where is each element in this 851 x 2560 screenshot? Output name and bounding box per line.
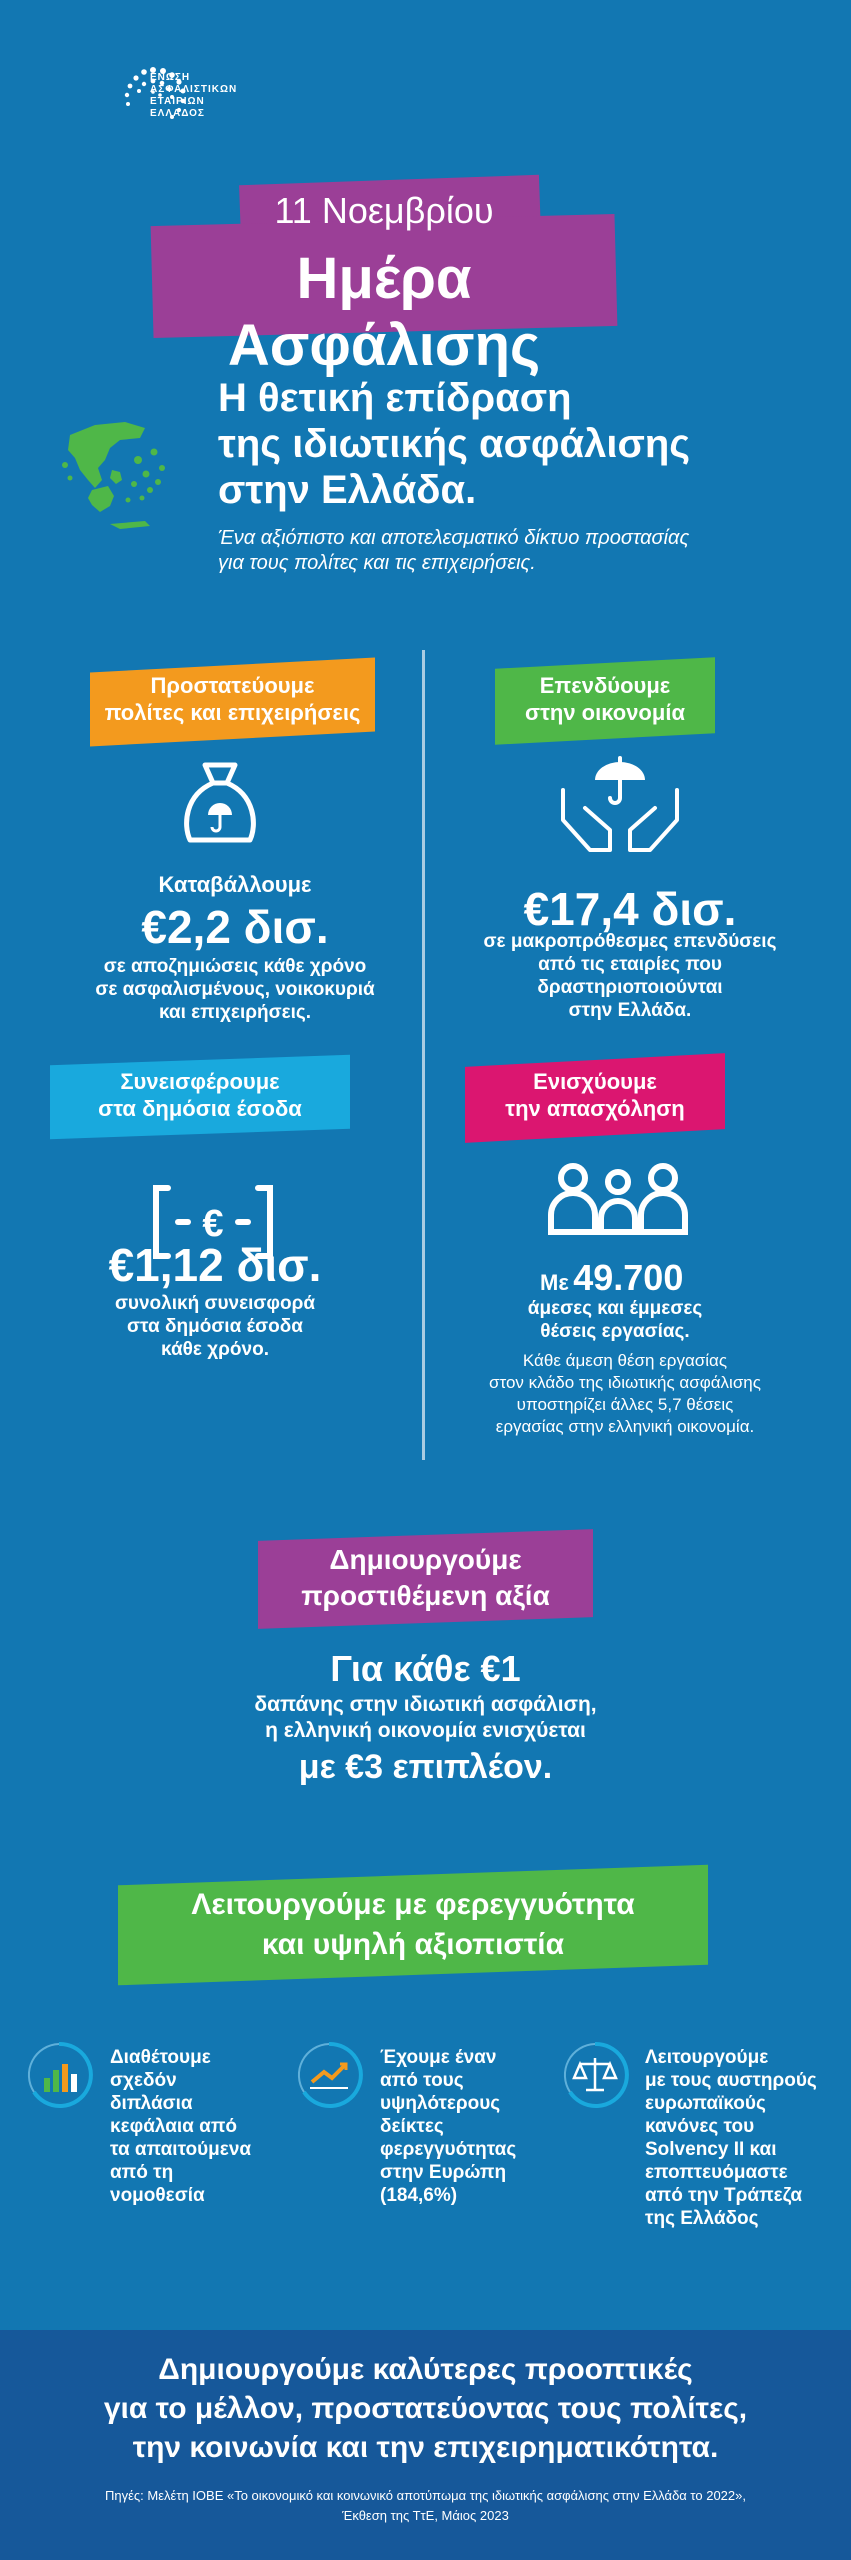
employ-prefix: Με: [540, 1270, 569, 1295]
greece-map-icon: [50, 410, 180, 540]
value-tag: Δημιουργούμε προστιθέμενη αξία: [301, 1544, 550, 1611]
employ-tag: Ενισχύουμε την απασχόληση: [505, 1069, 685, 1121]
protect-tag: Προστατεύουμε πολίτες και επιχειρήσεις: [104, 673, 361, 725]
reliability-item-2: Έχουμε έναν από τους υψηλότερους δείκτες φερεγγυότητας στην Ευρώπη (184,6%): [380, 2047, 517, 2206]
column-divider: [422, 650, 425, 1460]
svg-text:€: €: [202, 1203, 224, 1245]
reliability-item-3: Λειτουργούμε με τους αυστηρούς ευρωπαϊκούς κανόνες του Solvency II και εποπτευόμαστε από την Τράπεζα της Ελλάδος: [645, 2047, 817, 2229]
bar-chart-icon: [24, 2040, 94, 2110]
protect-amount: €2,2 δισ.: [141, 901, 329, 953]
contribute-amount: €1,12 δισ.: [108, 1239, 322, 1291]
reliability-tag: Λειτουργούμε με φερεγγυότητα και υψηλή αξιοπιστία: [191, 1888, 635, 1961]
protect-desc: σε αποζημιώσεις κάθε χρόνο σε ασφαλισμένους, νοικοκυριά και επιχειρήσεις.: [95, 956, 375, 1023]
employ-amount: 49.700: [573, 1257, 684, 1298]
value-desc: δαπάνης στην ιδιωτική ασφάλιση, η ελληνική οικονομία ενισχύεται: [254, 1693, 597, 1742]
value-lead: Για κάθε €1: [330, 1648, 521, 1689]
footer-title: Δημιουργούμε καλύτερες προοπτικές για το μέλλον, προστατεύοντας τους πολίτες, την κοινωνία και την επιχειρηματικότητα.: [103, 2353, 748, 2464]
banner-title: Ημέρα Ασφάλισης: [227, 246, 541, 378]
protect-lead: Καταβάλλουμε: [158, 872, 312, 897]
contribute-tag: Συνεισφέρουμε στα δημόσια έσοδα: [98, 1069, 302, 1121]
invest-tag: Επενδύουμε στην οικονομία: [525, 673, 685, 725]
money-bag-icon: [175, 755, 265, 855]
scales-icon: [560, 2040, 630, 2110]
employ-note: Κάθε άμεση θέση εργασίας στον κλάδο της ιδιωτικής ασφάλισης υποστηρίζει άλλες 5,7 θέσεις εργασίας στην ελληνική οικονομία.: [489, 1351, 761, 1436]
invest-amount: €17,4 δισ.: [523, 883, 737, 935]
invest-desc: σε μακροπρόθεσμες επενδύσεις από τις εταιρίες που δραστηριοποιούνται στην Ελλάδα.: [483, 931, 777, 1021]
trend-chart-icon: [294, 2040, 364, 2110]
intro-title: Η θετική επίδραση της ιδιωτικής ασφάλισης στην Ελλάδα.: [218, 376, 691, 512]
logo-text: ΕΝΩΣΗ ΑΣΦΑΛΙΣΤΙΚΩΝ ΕΤΑΙΡΙΩΝ ΕΛΛΑΔΟΣ: [150, 72, 238, 119]
footer-source: Πηγές: Μελέτη ΙΟΒΕ «Το οικονομικό και κοινωνικό αποτύπωμα της ιδιωτικής ασφάλισης στην Ελλάδα το 2022», Έκθεση της ΤτΕ, Μάιος 2023: [105, 2488, 746, 2523]
contribute-desc: συνολική συνεισφορά στα δημόσια έσοδα κάθε χρόνο.: [114, 1293, 316, 1360]
value-result: με €3 επιπλέον.: [298, 1748, 553, 1786]
intro-subtitle: Ένα αξιόπιστο και αποτελεσματικό δίκτυο προστασίας για τους πολίτες και τις επιχειρήσεις.: [218, 527, 690, 574]
employ-desc: άμεσες και έμμεσες θέσεις εργασίας.: [527, 1298, 703, 1342]
banner-date: 11 Νοεμβρίου: [274, 190, 494, 231]
hands-umbrella-icon: [555, 750, 685, 865]
people-group-icon: [543, 1160, 693, 1240]
reliability-item-1: Διαθέτουμε σχεδόν διπλάσια κεφάλαια από τα απαιτούμενα από τη νομοθεσία: [110, 2047, 252, 2206]
employ-headline: [540, 1257, 810, 1299]
